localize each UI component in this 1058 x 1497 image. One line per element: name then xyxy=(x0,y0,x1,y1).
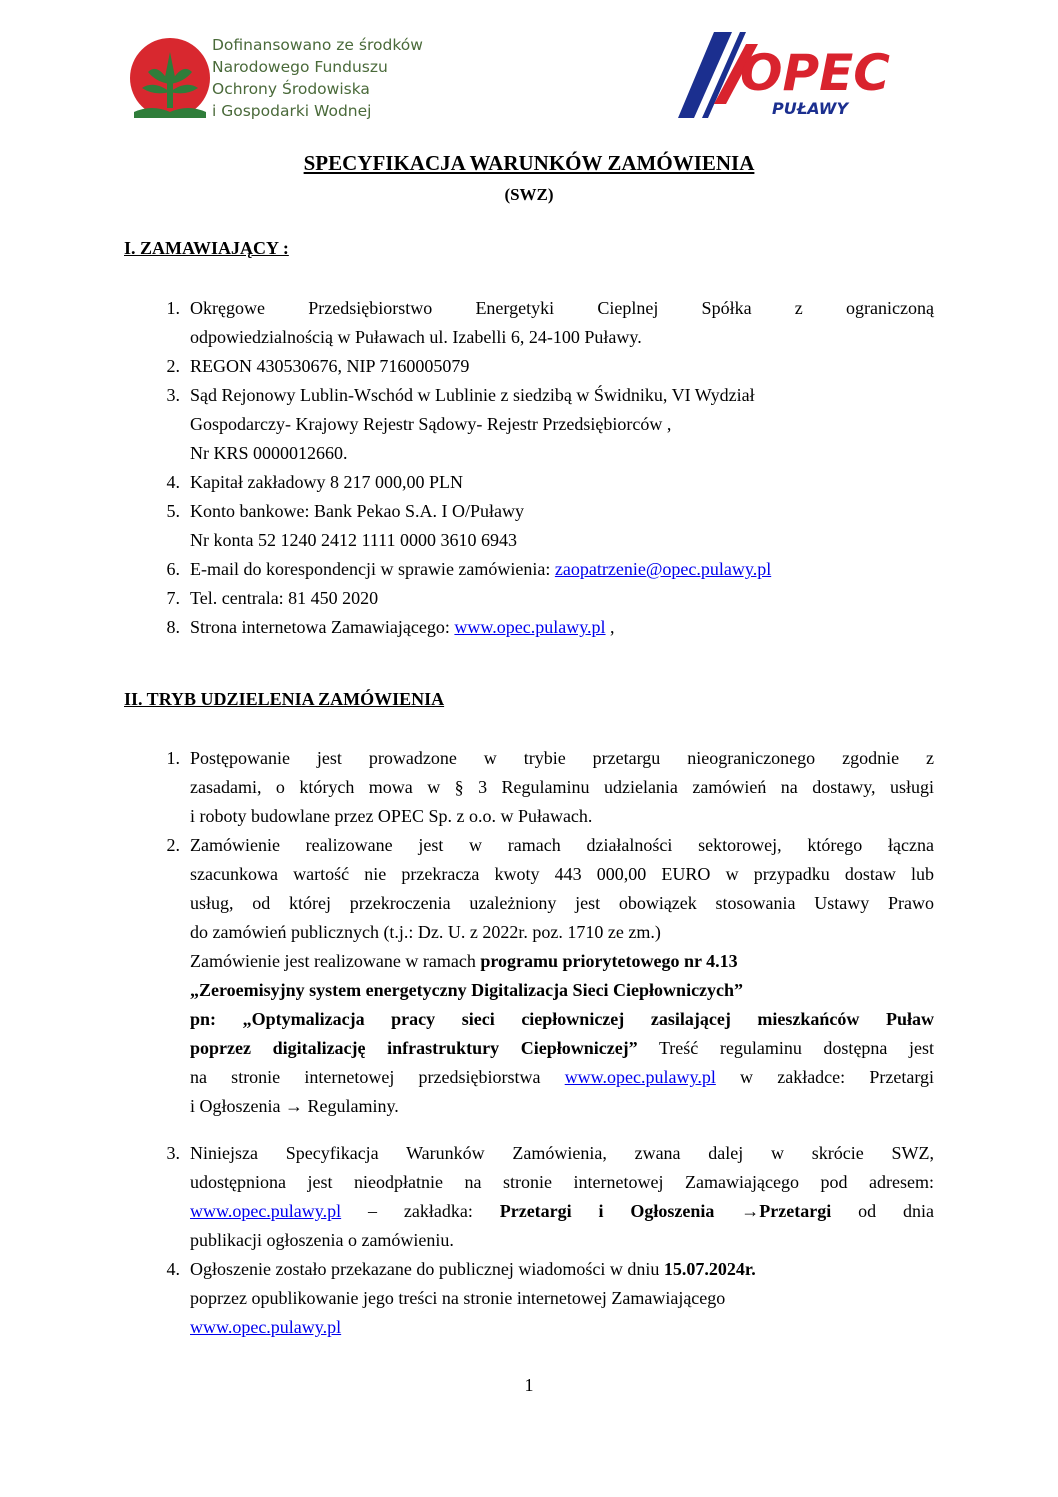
item-number: 6. xyxy=(166,559,180,579)
tab-note: w zakładce: Przetargi xyxy=(715,1067,935,1087)
item-text: do zamówień publicznych (t.j.: Dz. U. z 2022r. poz. 1710 ze zm.) xyxy=(190,922,661,942)
date-intro: od dnia xyxy=(831,1201,934,1221)
nfos-line-3: Ochrony Środowiska xyxy=(212,80,370,98)
item-text xyxy=(190,947,934,976)
list-item xyxy=(150,555,934,584)
item-number: 7. xyxy=(166,588,180,608)
opec-logo-city: PUŁAWY xyxy=(772,99,849,118)
item-number: 3. xyxy=(166,385,180,405)
opec-logo-word: OPEC xyxy=(740,44,890,102)
item-text: Nr KRS 0000012660. xyxy=(190,443,348,463)
item-text: Kapitał zakładowy 8 217 000,00 PLN xyxy=(190,472,463,492)
section-heading-tryb: II. TRYB UDZIELENIA ZAMÓWIENIA xyxy=(124,689,445,709)
tab-path: Przetargi i Ogłoszenia →Przetargi xyxy=(499,1201,832,1221)
list-item xyxy=(150,294,934,352)
list-item xyxy=(150,1139,934,1255)
website-link[interactable]: www.opec.pulawy.pl xyxy=(190,1201,342,1221)
document-subtitle: (SWZ) xyxy=(504,185,554,204)
list-item xyxy=(150,381,934,468)
item-text xyxy=(190,1063,934,1092)
item-number: 4. xyxy=(166,1259,180,1279)
item-number: 5. xyxy=(166,501,180,521)
program-number: programu priorytetowego nr 4.13 xyxy=(480,951,738,971)
item-text: szacunkowa wartość nie przekracza kwoty 443 000,00 EURO w przypadku dostaw lub xyxy=(190,864,934,884)
section1-list xyxy=(150,294,934,642)
trailing-comma: , xyxy=(605,617,615,637)
section2-list xyxy=(150,744,934,1342)
item-number: 4. xyxy=(166,472,180,492)
program-name: „Zeroemisyjny system energetyczny Digitalizacja Sieci Ciepłowniczych” xyxy=(190,980,744,1000)
item-text xyxy=(190,1313,934,1342)
item-text xyxy=(190,613,934,642)
announcement-text: Ogłoszenie zostało przekazane do publicznej wiadomości w dniu xyxy=(190,1259,664,1279)
item-text: Sąd Rejonowy Lublin-Wschód w Lublinie z siedzibą w Świdniku, VI Wydział xyxy=(190,385,755,405)
item-text xyxy=(190,1255,934,1284)
list-item xyxy=(150,497,934,555)
item-text: odpowiedzialnością w Puławach ul. Izabelli 6, 24-100 Puławy. xyxy=(190,327,642,347)
item-text: Tel. centrala: 81 450 2020 xyxy=(190,588,379,608)
website-link[interactable]: www.opec.pulawy.pl xyxy=(454,617,606,637)
list-item xyxy=(150,352,934,381)
announcement-date: 15.07.2024r. xyxy=(663,1259,756,1279)
document-title: SPECYFIKACJA WARUNKÓW ZAMÓWIENIA xyxy=(303,151,755,175)
item-number: 1. xyxy=(166,298,180,318)
list-item xyxy=(150,744,934,831)
email-label: E-mail do korespondencji w sprawie zamówienia: xyxy=(190,559,555,579)
item-text: udostępniona jest nieodpłatnie na stronie internetowej Zamawiającego pod adresem: xyxy=(190,1172,934,1192)
nfos-line-2: Narodowego Funduszu xyxy=(212,58,388,76)
list-item xyxy=(150,584,934,613)
item-text xyxy=(190,1034,934,1063)
website-label: Strona internetowa Zamawiającego: xyxy=(190,617,455,637)
item-text: poprzez opublikowanie jego treści na stronie internetowej Zamawiającego xyxy=(190,1288,726,1308)
item-number: 2. xyxy=(166,356,180,376)
item-text: Gospodarczy- Krajowy Rejestr Sądowy- Rejestr Przedsiębiorców , xyxy=(190,414,672,434)
regulations-note: Treść regulaminu dostępna jest xyxy=(637,1038,934,1058)
item-text: zasadami, o których mowa w § 3 Regulaminu udzielania zamówień na dostawy, usługi xyxy=(190,777,934,797)
item-text xyxy=(190,555,934,584)
website-link[interactable]: www.opec.pulawy.pl xyxy=(190,1317,342,1337)
nfosigw-logo-text xyxy=(212,34,442,122)
item-number: 2. xyxy=(166,835,180,855)
item-text: i Ogłoszenia → Regulaminy. xyxy=(190,1096,399,1116)
site-intro: na stronie internetowej przedsiębiorstwa xyxy=(190,1067,565,1087)
project-name-end: poprzez digitalizację infrastruktury Ciepłowniczej” xyxy=(190,1038,638,1058)
item-text: Postępowanie jest prowadzone w trybie przetargu nieograniczonego zgodnie z xyxy=(190,748,934,768)
program-intro: Zamówienie jest realizowane w ramach xyxy=(190,951,481,971)
item-text: Konto bankowe: Bank Pekao S.A. I O/Puławy xyxy=(190,501,524,521)
tab-label: – zakładka: xyxy=(341,1201,500,1221)
item-text: publikacji ogłoszenia o zamówieniu. xyxy=(190,1230,454,1250)
email-link[interactable]: zaopatrzenie@opec.pulawy.pl xyxy=(554,559,772,579)
item-text: Zamówienie realizowane jest w ramach działalności sektorowej, którego łączna xyxy=(190,835,934,855)
opec-pulawy-logo xyxy=(674,30,914,120)
item-text: REGON 430530676, NIP 7160005079 xyxy=(190,356,470,376)
project-name: pn: „Optymalizacja pracy sieci ciepłowniczej zasilającej mieszkańców Puław xyxy=(190,1009,934,1029)
page-number: 1 xyxy=(524,1375,534,1395)
list-item xyxy=(150,468,934,497)
list-item xyxy=(150,1255,934,1342)
list-item xyxy=(150,613,934,642)
item-number: 1. xyxy=(166,748,180,768)
list-item xyxy=(150,831,934,1121)
item-text: i roboty budowlane przez OPEC Sp. z o.o. w Puławach. xyxy=(190,806,593,826)
website-link[interactable]: www.opec.pulawy.pl xyxy=(564,1067,716,1087)
item-text: Okręgowe Przedsiębiorstwo Energetyki Cieplnej Spółka z ograniczoną xyxy=(190,298,934,318)
item-text: Nr konta 52 1240 2412 1111 0000 3610 6943 xyxy=(190,530,517,550)
item-number: 3. xyxy=(166,1143,180,1163)
item-number: 8. xyxy=(166,617,180,637)
item-text xyxy=(190,1197,934,1226)
item-text: Niniejsza Specyfikacja Warunków Zamówienia, zwana dalej w skrócie SWZ, xyxy=(190,1143,934,1163)
nfos-line-1: Dofinansowano ze środków xyxy=(212,36,423,54)
nfos-line-4: i Gospodarki Wodnej xyxy=(212,102,372,120)
section-heading-zamawiajacy: I. ZAMAWIAJĄCY : xyxy=(124,238,289,258)
item-text: usług, od której przekroczenia uzależniony jest obowiązek stosowania Ustawy Prawo xyxy=(190,893,934,913)
